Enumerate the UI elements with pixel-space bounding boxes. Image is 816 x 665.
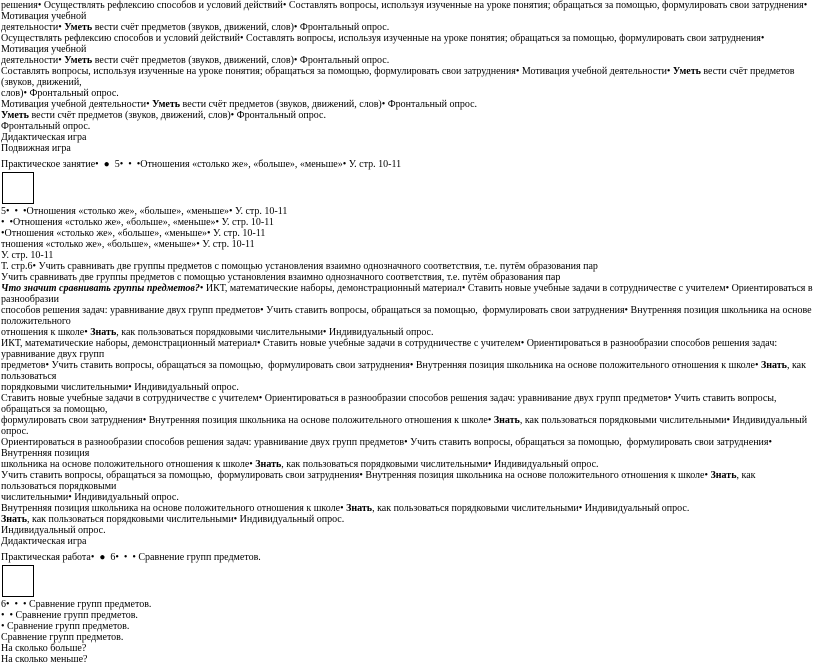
text-line	[1, 338, 813, 360]
text-line	[1, 503, 813, 514]
text-segment: Мотивация учебной деятельности•	[1, 99, 153, 110]
text-segment: тношения «столько же», «больше», «меньше»• У. стр. 10-11	[1, 239, 255, 250]
text-segment: Знать	[1, 514, 27, 525]
text-segment: Практическая работа• ● 6• • • Сравнение групп предметов.	[1, 552, 261, 563]
table-cell-frame	[2, 565, 34, 597]
text-segment: , как пользоваться порядковыми	[1, 470, 758, 492]
text-line	[1, 55, 813, 66]
text-segment: Индивидуальный опрос.	[1, 525, 106, 536]
text-segment: ИКТ, математические наборы, демонстрационный материал• Ставить новые учебные задачи в сотрудничестве с учителем• Ориентироваться в разнообразии способов решения задач: уравнивание двух групп	[1, 338, 780, 360]
text-line	[1, 0, 813, 22]
text-line	[1, 643, 813, 654]
text-line	[1, 437, 813, 459]
text-line	[1, 88, 813, 99]
text-line	[1, 459, 813, 470]
text-segment: Уметь	[64, 55, 93, 66]
text-segment: числительными• Индивидуальный опрос.	[1, 492, 179, 503]
text-segment: деятельности•	[1, 55, 65, 66]
text-segment: способов решения задач: уравнивание двух групп предметов• Учить ставить вопросы, обращаться за помощью, формулировать свои затруднения• Внутренняя позиция школьника на основе положительного	[1, 305, 815, 327]
text-line	[1, 22, 813, 33]
text-segment: предметов• Учить ставить вопросы, обращаться за помощью, формулировать свои затруднения• Внутренняя позиция школьника на основе положительного отношения к школе•	[1, 360, 761, 371]
text-segment: Знать	[90, 327, 117, 338]
text-segment: Ориентироваться в разнообразии способов решения задач: уравнивание двух групп предметов• Учить ставить вопросы, обращаться за помощью, формулировать свои затруднения• Внутренняя позиция	[1, 437, 775, 459]
text-segment: , как пользоваться порядковыми числительными• Индивидуальный опрос.	[281, 459, 599, 470]
text-segment: Знать	[760, 360, 787, 371]
text-segment: 5• • •Отношения «столько же», «больше», «меньше»• У. стр. 10-11	[1, 206, 288, 217]
table-cell-frame	[2, 172, 34, 204]
text-segment: На сколько меньше?	[1, 654, 88, 665]
text-segment: отношения к школе•	[1, 327, 91, 338]
text-segment: Уметь	[152, 99, 181, 110]
text-line	[1, 66, 813, 88]
text-segment: , как пользоваться	[1, 360, 809, 382]
text-line	[1, 552, 813, 563]
text-line	[1, 415, 813, 437]
text-line	[1, 283, 816, 305]
text-segment: формулировать свои затруднения• Внутренняя позиция школьника на основе положительного отношения к школе•	[1, 415, 494, 426]
text-line	[1, 159, 813, 170]
text-segment: Внутренняя позиция школьника на основе положительного отношения к школе•	[1, 503, 347, 514]
text-segment: , как пользоваться порядковыми числительными• Индивидуальный опрос.	[1, 415, 810, 437]
text-segment: • ИКТ, математические наборы, демонстрационный материал• Ставить новые учебные задачи в сотрудничестве с учителем• Ориентироваться в разнообразии	[1, 283, 816, 305]
text-line	[1, 272, 813, 283]
text-line	[1, 654, 813, 665]
text-segment: Знать	[710, 470, 737, 481]
text-line	[1, 132, 813, 143]
text-segment: На сколько больше?	[1, 643, 87, 654]
text-segment: Дидактическая игра	[1, 536, 87, 547]
document-body	[1, 0, 816, 665]
text-line	[1, 239, 813, 250]
text-line	[1, 525, 813, 536]
text-segment: • Сравнение групп предметов.	[1, 621, 130, 632]
text-line	[1, 217, 813, 228]
text-line	[1, 470, 813, 492]
text-segment: Т. стр.6• Учить сравнивать две группы предметов с помощью установления взаимно однозначного соответствия, т.е. путём образования пар	[1, 261, 598, 272]
text-segment: Знать	[346, 503, 373, 514]
text-segment: Учить сравнивать две группы предметов с помощью установления взаимно однозначного соответствия, т.е. путём образования пар	[1, 272, 561, 283]
text-segment: Дидактическая игра	[1, 132, 87, 143]
text-segment: вести счёт предметов (звуков, движений,	[1, 66, 797, 88]
text-segment: решения• Осуществлять рефлексию способов и условий действий• Составлять вопросы, используя изученные на уроке понятия; обращаться за помощью, формулировать свои затруднения• Мотивация учебной	[1, 0, 810, 22]
text-line	[1, 110, 813, 121]
text-segment: Практическое занятие• ● 5• • •Отношения «столько же», «больше», «меньше»• У. стр. 10-11	[1, 159, 402, 170]
text-line	[1, 610, 813, 621]
text-line	[1, 228, 813, 239]
text-segment: Уметь	[64, 22, 93, 33]
text-segment: школьника на основе положительного отношения к школе•	[1, 459, 256, 470]
text-line	[1, 261, 813, 272]
text-line	[1, 599, 813, 610]
text-segment: , как пользоваться порядковыми числительными• Индивидуальный опрос.	[116, 327, 434, 338]
text-line	[1, 250, 813, 261]
text-segment: , как пользоваться порядковыми числительными• Индивидуальный опрос.	[372, 503, 690, 514]
text-line	[1, 206, 813, 217]
text-segment: вести счёт предметов (звуков, движений, слов)• Фронтальный опрос.	[180, 99, 478, 110]
text-line	[1, 143, 813, 154]
text-segment: Фронтальный опрос.	[1, 121, 91, 132]
text-segment: порядковыми числительными• Индивидуальный опрос.	[1, 382, 239, 393]
text-segment: Что значит сравнивать группы предметов?	[1, 283, 200, 294]
text-line	[1, 360, 813, 382]
text-segment: Знать	[255, 459, 282, 470]
text-line	[1, 382, 813, 393]
text-segment: У. стр. 10-11	[1, 250, 54, 261]
text-line	[1, 121, 813, 132]
text-segment: Составлять вопросы, используя изученные на уроке понятия; обращаться за помощью, формулировать свои затруднения• Мотивация учебной деятельности•	[1, 66, 673, 77]
text-segment: Сравнение групп предметов.	[1, 632, 124, 643]
text-line	[1, 33, 813, 55]
text-segment: Знать	[493, 415, 520, 426]
text-segment: Осуществлять рефлексию способов и условий действий• Составлять вопросы, используя изученные на уроке понятия; обращаться за помощью, формулировать свои затруднения• Мотивация учебной	[1, 33, 767, 55]
text-line	[1, 327, 813, 338]
text-segment: вести счёт предметов (звуков, движений, слов)• Фронтальный опрос.	[92, 22, 390, 33]
text-segment: Подвижная игра	[1, 143, 71, 154]
text-segment: , как пользоваться порядковыми числительными• Индивидуальный опрос.	[26, 514, 345, 525]
text-line	[1, 393, 813, 415]
text-segment: Уметь	[672, 66, 701, 77]
text-segment: деятельности•	[1, 22, 65, 33]
text-line	[1, 632, 813, 643]
text-line	[1, 99, 813, 110]
text-segment: • • Сравнение групп предметов.	[1, 610, 138, 621]
text-line	[1, 536, 813, 547]
text-segment: слов)• Фронтальный опрос.	[1, 88, 119, 99]
text-line	[1, 621, 813, 632]
text-segment: Учить ставить вопросы, обращаться за помощью, формулировать свои затруднения• Внутренняя позиция школьника на основе положительного отношения к школе•	[1, 470, 711, 481]
text-segment: 6• • • Сравнение групп предметов.	[1, 599, 152, 610]
text-segment: Уметь	[1, 110, 29, 121]
text-segment: •Отношения «столько же», «больше», «меньше»• У. стр. 10-11	[1, 228, 266, 239]
text-segment: вести счёт предметов (звуков, движений, слов)• Фронтальный опрос.	[28, 110, 326, 121]
text-segment: • •Отношения «столько же», «больше», «меньше»• У. стр. 10-11	[1, 217, 274, 228]
text-line	[1, 492, 813, 503]
text-line	[1, 305, 813, 327]
text-segment: Ставить новые учебные задачи в сотрудничестве с учителем• Ориентироваться в разнообразии способов решения задач: уравнивание двух групп предметов• Учить ставить вопросы, обращаться за помощью,	[1, 393, 780, 415]
text-segment: вести счёт предметов (звуков, движений, слов)• Фронтальный опрос.	[92, 55, 390, 66]
text-line	[1, 514, 813, 525]
